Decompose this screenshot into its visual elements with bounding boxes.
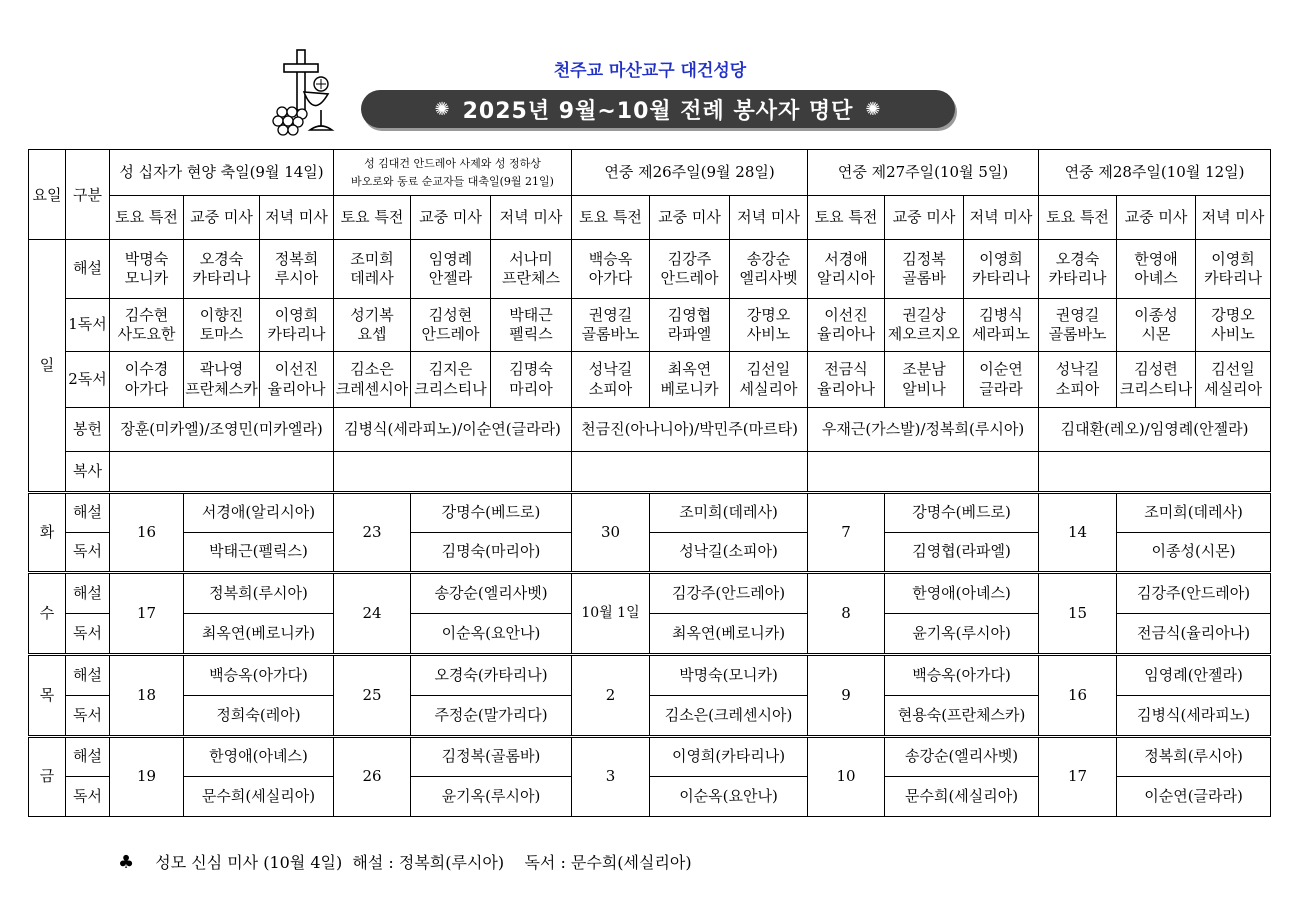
server-cell	[572, 352, 650, 408]
server-cell	[491, 299, 572, 352]
commentary-cell: 정복희(루시아)	[1117, 737, 1271, 777]
server-baptismal-name: 세라피노	[972, 325, 1031, 343]
date-cell	[572, 737, 650, 817]
server-baptismal-name: 시몬	[1141, 325, 1171, 343]
mass-header: 토요 특전	[1039, 196, 1117, 240]
server-cell	[808, 352, 885, 408]
server-name: 박태근	[509, 305, 553, 324]
date-cell	[1039, 655, 1117, 737]
feast-header-line: 성 김대건 안드레아 사제와 성 정하상	[364, 157, 541, 171]
date-number: 16	[136, 522, 157, 541]
server-baptismal-name: 알리시아	[817, 269, 876, 287]
commentary-cell: 조미희(데레사)	[650, 493, 808, 533]
day-label: 목	[29, 655, 66, 737]
mass-header: 토요 특전	[110, 196, 184, 240]
kind-label: 독서	[66, 533, 110, 573]
schedule-table	[28, 149, 1271, 817]
server-cell	[110, 299, 184, 352]
commentary-cell: 송강순(엘리사벳)	[411, 573, 572, 614]
server-baptismal-name: 제오르지오	[887, 325, 961, 343]
server-name: 김소은	[350, 360, 394, 378]
server-baptismal-name: 소피아	[588, 379, 633, 398]
server-name: 이영희	[1211, 249, 1255, 268]
reading-cell: 이순연(글라라)	[1117, 777, 1271, 817]
server-baptismal-name: 율리아나	[817, 325, 876, 343]
sun-ornament-icon: ✺	[865, 98, 882, 120]
commentary-cell: 강명수(베드로)	[885, 493, 1039, 533]
commentary-cell: 강명수(베드로)	[411, 493, 572, 533]
server-baptismal-name: 안드레아	[660, 269, 719, 287]
reading-cell: 박태근(펠릭스)	[184, 533, 334, 573]
commentary-cell: 임영례(안젤라)	[1117, 655, 1271, 696]
footnote-text: 성모 신심 미사 (10월 4일) 해설 : 정복희(루시아) 독서 : 문수희(세실리아)	[155, 853, 692, 872]
server-cell	[334, 299, 411, 352]
feast-header: 연중 제26주일(9월 28일)	[572, 150, 808, 196]
commentary-cell: 백승옥(아가다)	[885, 655, 1039, 696]
server-baptismal-name: 카타리나	[267, 325, 326, 343]
server-baptismal-name: 토마스	[199, 325, 244, 343]
date-number: 19	[136, 767, 157, 786]
server-baptismal-name: 크리스티나	[1119, 379, 1193, 398]
kind-label: 봉헌	[66, 408, 110, 452]
mass-header: 교중 미사	[1117, 196, 1196, 240]
date-cell	[1039, 493, 1117, 573]
date-number: 2	[605, 685, 616, 704]
reading-cell: 윤기옥(루시아)	[411, 777, 572, 817]
reading-cell: 윤기옥(루시아)	[885, 614, 1039, 655]
server-name: 정복희	[274, 249, 319, 268]
server-baptismal-name: 율리아나	[817, 379, 876, 398]
date-number: 25	[362, 685, 382, 704]
date-cell	[808, 655, 885, 737]
date-number: 16	[1068, 685, 1088, 704]
day-label: 화	[29, 493, 66, 573]
server-name: 김선일	[746, 360, 791, 378]
server-baptismal-name: 프란체스	[502, 269, 560, 287]
date-number: 8	[841, 603, 851, 622]
server-cell	[1039, 299, 1117, 352]
server-baptismal-name: 카타리나	[192, 269, 251, 287]
day-label: 금	[29, 737, 66, 817]
reading-cell: 성낙길(소피아)	[650, 533, 808, 573]
kind-label: 해설	[66, 493, 110, 533]
reading-cell: 김명숙(마리아)	[411, 533, 572, 573]
reading-cell: 최옥연(베로니카)	[650, 614, 808, 655]
kind-label: 해설	[66, 240, 110, 299]
date-number: 3	[605, 767, 616, 786]
mass-header: 저녁 미사	[964, 196, 1039, 240]
server-cell	[1196, 299, 1271, 352]
server-name: 박명숙	[124, 249, 169, 268]
server-name: 권길상	[902, 305, 946, 324]
date-number: 17	[1068, 767, 1088, 786]
reading-cell: 최옥연(베로니카)	[184, 614, 334, 655]
server-name: 송강순	[746, 249, 791, 268]
server-name: 한영애	[1134, 249, 1178, 268]
date-number: 15	[1068, 603, 1088, 622]
server-name: 김수현	[124, 305, 169, 324]
server-cell	[184, 240, 260, 299]
server-name: 김성현	[428, 305, 473, 324]
server-baptismal-name: 카타리나	[972, 269, 1031, 287]
mass-header: 토요 특전	[808, 196, 885, 240]
server-cell	[334, 240, 411, 299]
commentary-cell: 오경숙(카타리나)	[411, 655, 572, 696]
server-cell	[411, 240, 491, 299]
server-name: 이종성	[1134, 305, 1178, 324]
server-name: 김성련	[1134, 360, 1178, 378]
server-baptismal-name: 루시아	[274, 269, 319, 287]
commentary-cell: 송강순(엘리사벳)	[885, 737, 1039, 777]
server-cell	[1117, 352, 1196, 408]
server-cell	[808, 240, 885, 299]
feast-header: 연중 제28주일(10월 12일)	[1039, 150, 1271, 196]
cross-chalice-grapes-icon	[270, 48, 350, 136]
altar-server-cell	[572, 452, 808, 493]
server-baptismal-name: 아가다	[124, 379, 169, 398]
mass-header: 토요 특전	[334, 196, 411, 240]
server-baptismal-name: 크레센시아	[335, 379, 409, 398]
date-number: 26	[362, 767, 382, 786]
server-baptismal-name: 펠릭스	[509, 325, 553, 343]
server-name: 권영길	[588, 305, 633, 324]
server-name: 김선일	[1211, 360, 1255, 378]
server-baptismal-name: 소피아	[1055, 379, 1100, 398]
date-cell	[334, 573, 411, 655]
server-cell	[964, 240, 1039, 299]
server-baptismal-name: 크리스티나	[414, 379, 487, 398]
server-name: 조미희	[350, 249, 394, 268]
date-cell	[334, 737, 411, 817]
server-name: 이선진	[824, 305, 868, 324]
date-number: 17	[136, 603, 157, 622]
server-name: 서나미	[509, 249, 553, 268]
server-name: 이수경	[124, 360, 169, 378]
server-baptismal-name: 프란체스카	[185, 379, 258, 398]
date-number: 10월 1일	[581, 604, 640, 621]
day-label: 일	[29, 240, 66, 493]
commentary-cell: 김강주(안드레아)	[650, 573, 808, 614]
server-cell	[1117, 299, 1196, 352]
commentary-cell: 한영애(아녜스)	[885, 573, 1039, 614]
server-name: 김병식	[979, 305, 1023, 324]
feast-header-line: 바오로와 동료 순교자들 대축일(9월 21일)	[351, 174, 554, 188]
offering-cell: 김대환(레오)/임영례(안젤라)	[1039, 408, 1271, 452]
mass-header: 교중 미사	[184, 196, 260, 240]
server-baptismal-name: 글라라	[979, 379, 1023, 398]
date-cell	[334, 655, 411, 737]
server-cell	[1196, 240, 1271, 299]
server-name: 성기복	[350, 305, 394, 324]
reading-cell: 전금식(율리아나)	[1117, 614, 1271, 655]
server-name: 백승옥	[588, 249, 633, 268]
altar-server-cell	[808, 452, 1039, 493]
feast-header: 연중 제27주일(10월 5일)	[808, 150, 1039, 196]
commentary-cell: 김강주(안드레아)	[1117, 573, 1271, 614]
server-name: 조분남	[902, 360, 946, 378]
server-name: 강명오	[1211, 305, 1255, 324]
date-cell	[110, 573, 184, 655]
server-cell	[730, 352, 808, 408]
reading-cell: 현용숙(프란체스카)	[885, 696, 1039, 737]
mass-header: 교중 미사	[411, 196, 491, 240]
server-cell	[885, 352, 964, 408]
date-number: 14	[1068, 522, 1088, 541]
server-baptismal-name: 데레사	[350, 269, 394, 287]
date-number: 18	[136, 685, 157, 704]
server-name: 이순연	[979, 360, 1023, 378]
altar-server-cell	[334, 452, 572, 493]
reading-cell: 문수희(세실리아)	[184, 777, 334, 817]
server-baptismal-name: 사도요한	[117, 325, 176, 343]
server-name: 최옥연	[667, 360, 712, 378]
date-cell	[110, 655, 184, 737]
server-cell	[885, 240, 964, 299]
date-number: 24	[362, 603, 382, 622]
server-baptismal-name: 마리아	[509, 379, 553, 398]
altar-server-cell	[1039, 452, 1271, 493]
mass-header: 교중 미사	[650, 196, 730, 240]
kind-label: 독서	[66, 777, 110, 817]
footnote	[118, 850, 692, 873]
server-baptismal-name: 세실리아	[1204, 379, 1263, 398]
club-icon: ♣	[118, 852, 135, 873]
date-cell	[110, 737, 184, 817]
server-cell	[334, 352, 411, 408]
kind-label: 2독서	[66, 352, 110, 408]
server-baptismal-name: 모니카	[124, 269, 169, 287]
server-cell	[572, 299, 650, 352]
commentary-cell: 정복희(루시아)	[184, 573, 334, 614]
reading-cell: 정희숙(레아)	[184, 696, 334, 737]
commentary-cell: 이영희(카타리나)	[650, 737, 808, 777]
server-baptismal-name: 아녜스	[1134, 269, 1178, 287]
server-cell	[491, 240, 572, 299]
date-cell	[572, 655, 650, 737]
kind-label: 해설	[66, 655, 110, 696]
server-name: 이향진	[199, 305, 244, 324]
kind-label: 해설	[66, 573, 110, 614]
date-number: 23	[362, 522, 382, 541]
parish-name: 천주교 마산교구 대건성당	[553, 61, 747, 81]
date-number: 9	[841, 685, 851, 704]
server-name: 이영희	[274, 305, 319, 324]
offering-cell: 김병식(세라피노)/이순연(글라라)	[334, 408, 572, 452]
day-label: 수	[29, 573, 66, 655]
server-baptismal-name: 골롬바노	[581, 325, 640, 343]
server-cell	[110, 352, 184, 408]
reading-cell: 김소은(크레센시아)	[650, 696, 808, 737]
mass-header: 저녁 미사	[260, 196, 334, 240]
server-name: 강명오	[746, 305, 791, 324]
server-cell	[650, 299, 730, 352]
server-name: 전금식	[824, 360, 868, 378]
server-baptismal-name: 사비노	[746, 325, 791, 343]
server-cell	[411, 352, 491, 408]
sun-ornament-icon: ✺	[434, 98, 451, 120]
mass-header: 저녁 미사	[1196, 196, 1271, 240]
date-cell	[808, 573, 885, 655]
server-cell	[260, 240, 334, 299]
server-cell	[411, 299, 491, 352]
server-baptismal-name: 요셉	[357, 325, 387, 343]
date-cell	[808, 493, 885, 573]
reading-cell: 이종성(시몬)	[1117, 533, 1271, 573]
kind-label: 1독서	[66, 299, 110, 352]
commentary-cell: 백승옥(아가다)	[184, 655, 334, 696]
server-cell	[730, 299, 808, 352]
server-cell	[110, 240, 184, 299]
server-name: 오경숙	[1055, 249, 1100, 268]
server-cell	[1039, 352, 1117, 408]
server-cell	[260, 352, 334, 408]
reading-cell: 김영협(라파엘)	[885, 533, 1039, 573]
date-number: 30	[600, 522, 621, 541]
server-cell	[1039, 240, 1117, 299]
server-cell	[260, 299, 334, 352]
server-baptismal-name: 안드레아	[421, 325, 480, 343]
feast-header: 성 십자가 현양 축일(9월 14일)	[110, 150, 334, 196]
server-name: 김강주	[667, 249, 712, 268]
mass-header: 저녁 미사	[730, 196, 808, 240]
server-baptismal-name: 세실리아	[739, 379, 798, 398]
kind-label: 독서	[66, 696, 110, 737]
reading-cell: 문수희(세실리아)	[885, 777, 1039, 817]
server-name: 이선진	[274, 360, 319, 378]
server-baptismal-name: 엘리사벳	[739, 269, 798, 287]
title-banner	[361, 90, 955, 128]
header-kind: 구분	[66, 150, 110, 240]
commentary-cell: 조미희(데레사)	[1117, 493, 1271, 533]
server-name: 오경숙	[199, 249, 244, 268]
server-name: 김정복	[902, 249, 946, 268]
server-cell	[808, 299, 885, 352]
server-name: 곽나영	[199, 360, 244, 378]
commentary-cell: 한영애(아녜스)	[184, 737, 334, 777]
commentary-cell: 서경애(알리시아)	[184, 493, 334, 533]
reading-cell: 김병식(세라피노)	[1117, 696, 1271, 737]
server-cell	[572, 240, 650, 299]
offering-cell: 천금진(아나니아)/박민주(마르타)	[572, 408, 808, 452]
commentary-cell: 박명숙(모니카)	[650, 655, 808, 696]
offering-cell: 우재근(가스발)/정복희(루시아)	[808, 408, 1039, 452]
date-cell	[1039, 737, 1117, 817]
reading-cell: 이순옥(요안나)	[411, 614, 572, 655]
commentary-cell: 김정복(골롬바)	[411, 737, 572, 777]
server-baptismal-name: 카타리나	[1204, 269, 1263, 287]
server-name: 이영희	[979, 249, 1023, 268]
date-number: 10	[836, 767, 856, 786]
server-baptismal-name: 율리아나	[267, 379, 326, 398]
kind-label: 독서	[66, 614, 110, 655]
reading-cell: 이순옥(요안나)	[650, 777, 808, 817]
mass-header: 저녁 미사	[491, 196, 572, 240]
date-cell	[334, 493, 411, 573]
server-baptismal-name: 사비노	[1211, 325, 1255, 343]
server-name: 김영협	[667, 305, 712, 324]
server-cell	[650, 240, 730, 299]
server-name: 성낙길	[588, 360, 633, 378]
server-name: 권영길	[1055, 305, 1100, 324]
date-cell	[110, 493, 184, 573]
server-name: 김지은	[428, 360, 473, 378]
server-cell	[184, 299, 260, 352]
server-cell	[730, 240, 808, 299]
server-baptismal-name: 카타리나	[1048, 269, 1107, 287]
mass-header: 교중 미사	[885, 196, 964, 240]
server-name: 성낙길	[1055, 360, 1100, 378]
server-baptismal-name: 라파엘	[667, 325, 712, 343]
server-baptismal-name: 알비나	[902, 379, 946, 398]
date-cell	[1039, 573, 1117, 655]
server-cell	[885, 299, 964, 352]
offering-cell: 장훈(미카엘)/조영민(미카엘라)	[110, 408, 334, 452]
server-baptismal-name: 골롬바노	[1048, 325, 1107, 343]
date-number: 7	[841, 522, 851, 541]
server-cell	[964, 352, 1039, 408]
mass-header: 토요 특전	[572, 196, 650, 240]
server-baptismal-name: 안젤라	[428, 269, 473, 287]
server-cell	[1196, 352, 1271, 408]
server-baptismal-name: 골롬바	[902, 269, 946, 287]
server-baptismal-name: 베로니카	[660, 379, 719, 398]
kind-label: 해설	[66, 737, 110, 777]
reading-cell: 주정순(말가리다)	[411, 696, 572, 737]
kind-label: 복사	[66, 452, 110, 493]
server-cell	[1117, 240, 1196, 299]
server-cell	[650, 352, 730, 408]
server-name: 김명숙	[509, 360, 553, 378]
server-name: 임영례	[428, 249, 473, 268]
date-cell	[808, 737, 885, 817]
date-cell	[572, 573, 650, 655]
server-cell	[491, 352, 572, 408]
header-day: 요일	[29, 150, 66, 240]
server-cell	[964, 299, 1039, 352]
server-name: 서경애	[824, 249, 868, 268]
date-cell	[572, 493, 650, 573]
altar-server-cell	[110, 452, 334, 493]
server-cell	[184, 352, 260, 408]
page-title: 2025년 9월~10월 전례 봉사자 명단	[462, 98, 854, 124]
server-baptismal-name: 아가다	[588, 269, 633, 287]
feast-header	[334, 150, 572, 196]
